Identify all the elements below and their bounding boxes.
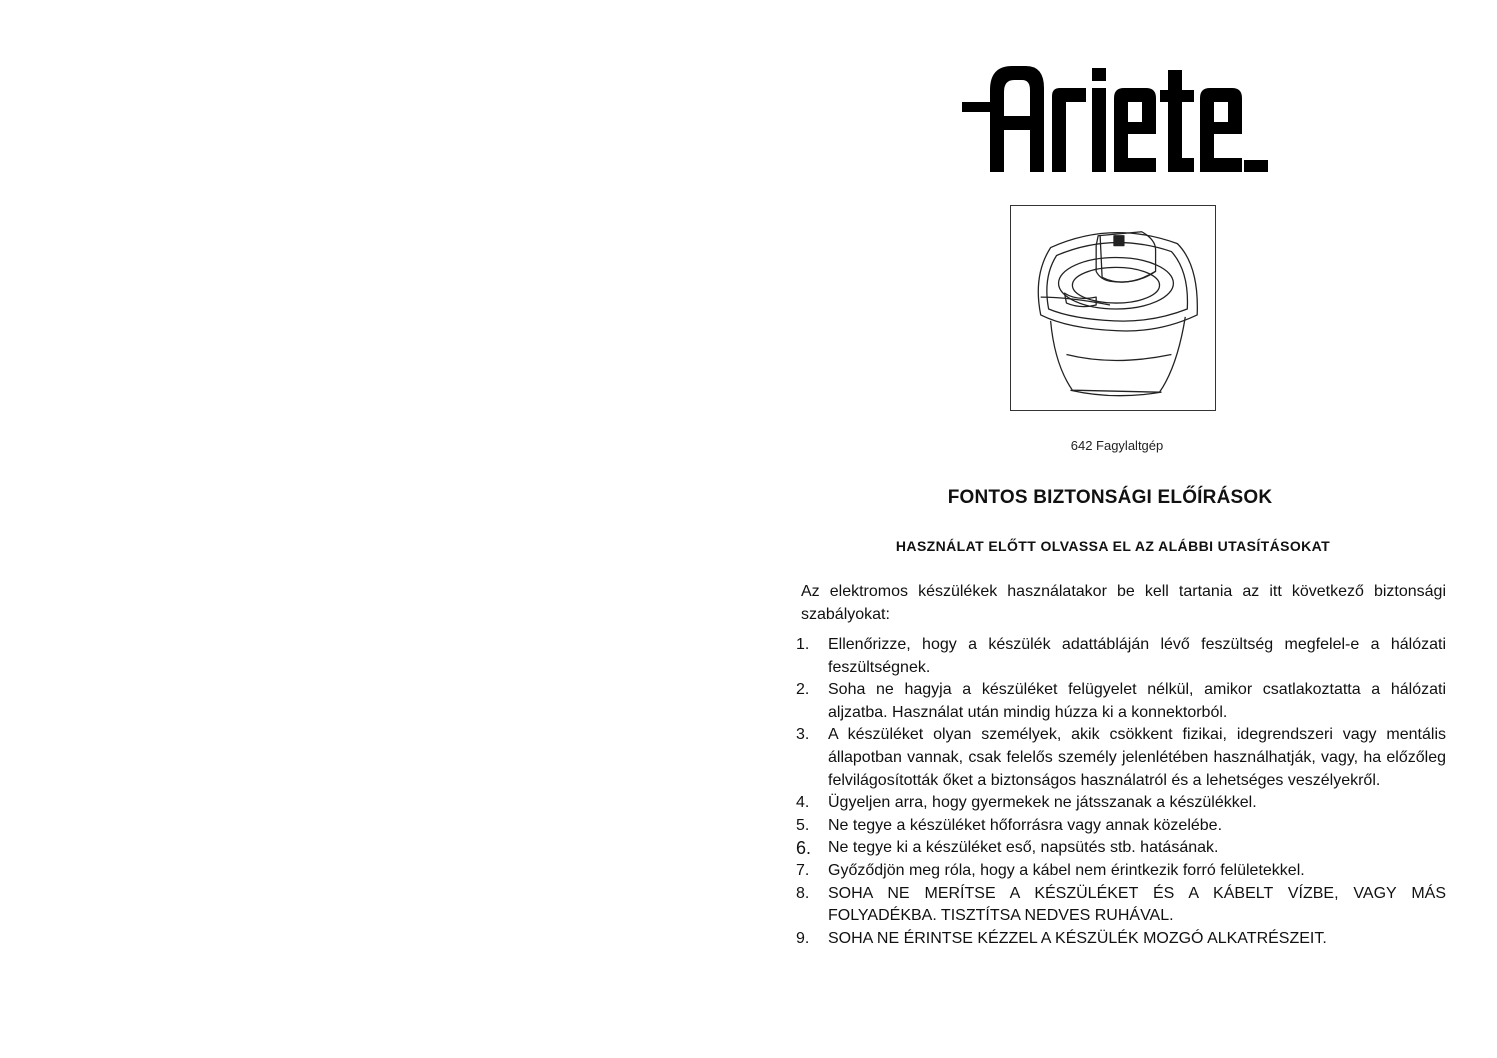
ariete-logo-graphic (960, 60, 1270, 180)
safety-rule-text: A készüléket olyan személyek, akik csökkent fizikai, idegrendszeri vagy mentális állapotban vannak, csak felelős személy jelenlétében használhatják, vagy, ha előzőleg felvilágosították őket a biztonságos használatról és a lehetséges veszélyekről. (828, 726, 1446, 789)
intro-paragraph: Az elektromos készülékek használatakor be kell tartania az itt következő biztonsági szabályokat: (801, 583, 1446, 623)
safety-rule-item (796, 837, 1446, 860)
safety-rule-number: 5. (796, 816, 810, 834)
safety-rule-number: 7. (796, 861, 810, 879)
safety-rule-item (796, 724, 1446, 792)
safety-rule-item (796, 792, 1446, 815)
safety-rule-text: Ne tegye ki a készüléket eső, napsütés stb. hatásának. (828, 839, 1219, 857)
safety-rule-number: 1. (796, 636, 810, 653)
safety-rule-text: Ne tegye a készüléket hőforrásra vagy annak közelébe. (828, 816, 1223, 834)
product-illustration (1010, 205, 1216, 411)
ice-cream-maker-drawing (1011, 206, 1215, 410)
safety-rule-text: Ügyeljen arra, hogy gyermekek ne játsszanak a készülékkel. (828, 794, 1257, 812)
page-subtitle: HASZNÁLAT ELŐTT OLVASSA EL AZ ALÁBBI UTASÍTÁSOKAT (895, 538, 1331, 554)
safety-rule-number: 6. (796, 838, 812, 859)
safety-rule-text: Győződjön meg róla, hogy a kábel nem érintkezik forró felületekkel. (828, 861, 1305, 879)
page-title: FONTOS BIZTONSÁGI ELŐÍRÁSOK (947, 487, 1273, 508)
safety-rule-item (796, 679, 1446, 724)
safety-rule-item (796, 634, 1446, 679)
safety-rule-number: 3. (796, 726, 810, 744)
safety-rule-number: 2. (796, 681, 810, 699)
safety-rule-number: 4. (796, 794, 810, 812)
figure-caption: 642 Fagylaltgép (1070, 438, 1164, 453)
safety-rule-item (796, 883, 1446, 928)
safety-rule-item (796, 928, 1446, 951)
safety-rules-list (796, 634, 1446, 950)
safety-rule-number: 8. (796, 884, 810, 902)
ariete-logo (960, 60, 1270, 180)
safety-rule-item (796, 860, 1446, 883)
safety-rule-text: SOHA NE MERÍTSE A KÉSZÜLÉKET ÉS A KÁBELT VÍZBE, VAGY MÁS FOLYADÉKBA. TISZTÍTSA NEDVES RUHÁVAL. (828, 884, 1446, 925)
safety-rule-text: Soha ne hagyja a készüléket felügyelet nélkül, amikor csatlakoztatta a hálózati aljzatba. Használat után mindig húzza ki a konnektorból. (828, 681, 1446, 721)
safety-rule-item (796, 815, 1446, 838)
safety-rule-text: Ellenőrizze, hogy a készülék adattábláján lévő feszültség megfelel-e a hálózati feszültségnek. (828, 636, 1446, 676)
safety-rule-text: SOHA NE ÉRINTSE KÉZZEL A KÉSZÜLÉK MOZGÓ ALKATRÉSZEIT. (828, 929, 1327, 947)
safety-rule-number: 9. (796, 929, 810, 947)
